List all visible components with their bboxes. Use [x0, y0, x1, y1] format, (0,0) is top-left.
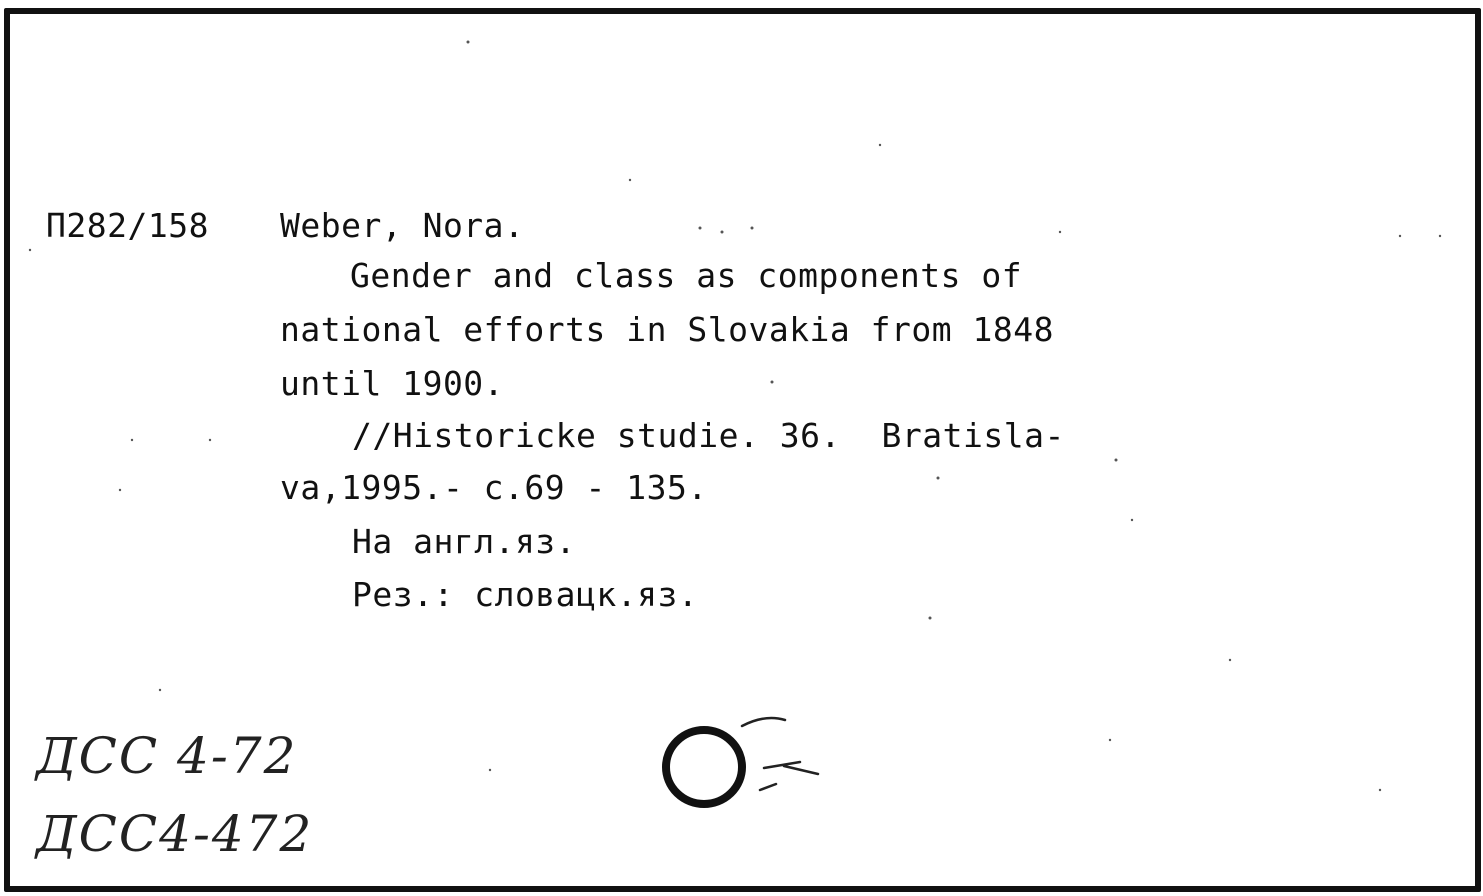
author-heading: Weber, Nora. — [280, 206, 525, 245]
punched-hole-icon — [658, 722, 756, 812]
call-number: П282/158 — [46, 206, 209, 245]
source-line-1: //Historicke studie. 36. Bratisla- — [352, 416, 1065, 455]
title-line-3: until 1900. — [280, 364, 505, 403]
title-line-2: national efforts in Slovakia from 1848 — [280, 310, 1054, 349]
summary-note: Рез.: словацк.яз. — [352, 575, 699, 614]
title-line-1: Gender and class as components of — [350, 256, 1023, 295]
source-line-2: va,1995.- c.69 - 135. — [280, 468, 708, 507]
handwritten-code-2: ДСС4-472 — [36, 805, 314, 863]
language-note: На англ.яз. — [352, 522, 577, 561]
handwritten-code-1: ДСС 4-72 — [36, 727, 298, 785]
